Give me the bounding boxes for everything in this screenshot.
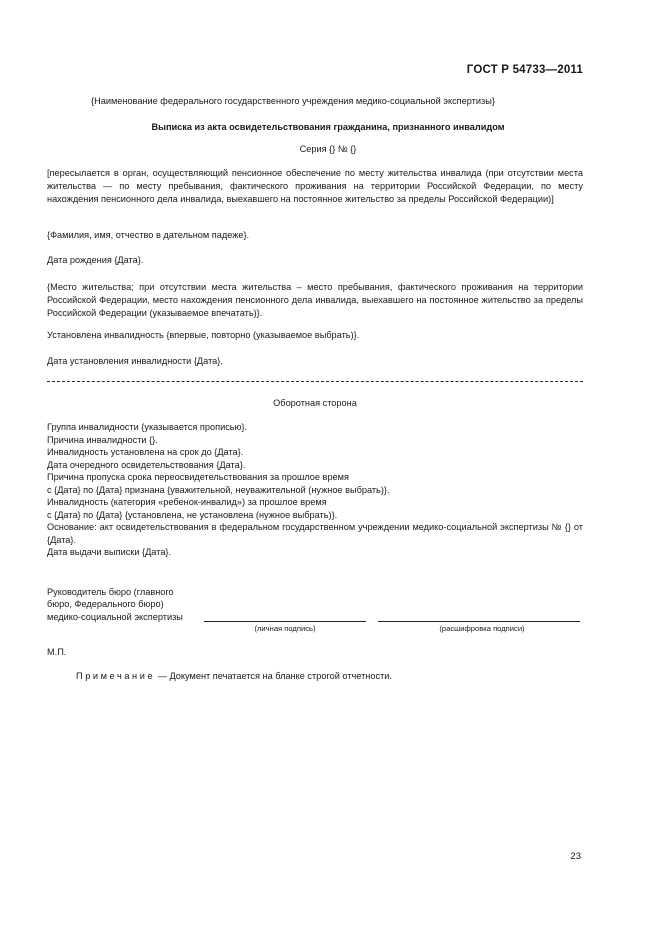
forwarding-note: [пересылается в орган, осуществляющий пенсионное обеспечение по месту жительства инвалида (при отсутствии места жительства — по месту пребывания, фактического проживания на территории Российской Федерации, по месту нахождения пенсионного дела инвалида, выехавшего на постоянное жительство за пределы Российской Федерации)] bbox=[47, 168, 583, 204]
signatory-role: бюро, Федерального бюро) bbox=[47, 599, 164, 609]
full-name-field: {Фамилия, имя, отчество в дательном падеже}. bbox=[47, 230, 250, 240]
stamp-place: М.П. bbox=[47, 647, 67, 657]
birth-date-field: Дата рождения {Дата}. bbox=[47, 255, 144, 265]
reverse-line: с {Дата} по {Дата} {установлена, не установлена (нужное выбрать)}. bbox=[47, 510, 338, 520]
reverse-line: Инвалидность (категория «ребенок-инвалид») за прошлое время bbox=[47, 497, 327, 507]
disability-established: Установлена инвалидность {впервые, повторно (указываемое выбрать)}. bbox=[47, 330, 360, 340]
reverse-line: Инвалидность установлена на срок до {Дата}. bbox=[47, 447, 244, 457]
page-number: 23 bbox=[570, 851, 581, 862]
disability-date: Дата установления инвалидности {Дата}. bbox=[47, 356, 223, 366]
reverse-line: Причина инвалидности {}. bbox=[47, 435, 158, 445]
reverse-line: Дата очередного освидетельствования {Дата}. bbox=[47, 460, 246, 470]
document-title: Выписка из акта освидетельствования гражданина, признанного инвалидом bbox=[151, 122, 505, 132]
personal-signature-caption: (личная подпись) bbox=[254, 624, 316, 633]
cut-line bbox=[47, 381, 583, 382]
reverse-line: Группа инвалидности {указывается прописью}. bbox=[47, 422, 248, 432]
note-label: Примечание bbox=[76, 671, 156, 681]
signatory-role: Руководитель бюро (главного bbox=[47, 587, 174, 597]
standard-number: ГОСТ Р 54733—2011 bbox=[466, 64, 583, 76]
institution-name: {Наименование федерального государственного учреждения медико-социальной экспертизы} bbox=[91, 96, 495, 106]
signatory-role: медико-социальной экспертизы bbox=[47, 612, 183, 622]
note-text: — Документ печатается на бланке строгой отчетности. bbox=[155, 671, 392, 681]
reverse-line: с {Дата} по {Дата} признана {уважительной, неуважительной (нужное выбрать)}. bbox=[47, 485, 390, 495]
residence-field: {Место жительства; при отсутствии места жительства – место пребывания, фактического проживания на территории Российской Федерации, место нахождения пенсионного дела инвалида, выехавшего на постоянное жительство за пределы Российской Федерации (указываемое впечатать)}. bbox=[47, 282, 583, 318]
reverse-line: Причина пропуска срока переосвидетельствования за прошлое время bbox=[47, 472, 349, 482]
signature-decoding-caption: (расшифровка подписи) bbox=[439, 624, 525, 633]
series-number: Серия {} № {} bbox=[299, 144, 357, 154]
issue-date-line: Дата выдачи выписки {Дата}. bbox=[47, 547, 172, 557]
reverse-side-heading: Оборотная сторона bbox=[273, 398, 357, 408]
basis-line: Основание: акт освидетельствования в федеральном государственном учреждении медико-социальной экспертизы № {} от {Дата}. bbox=[47, 522, 583, 545]
footnote bbox=[76, 670, 392, 683]
